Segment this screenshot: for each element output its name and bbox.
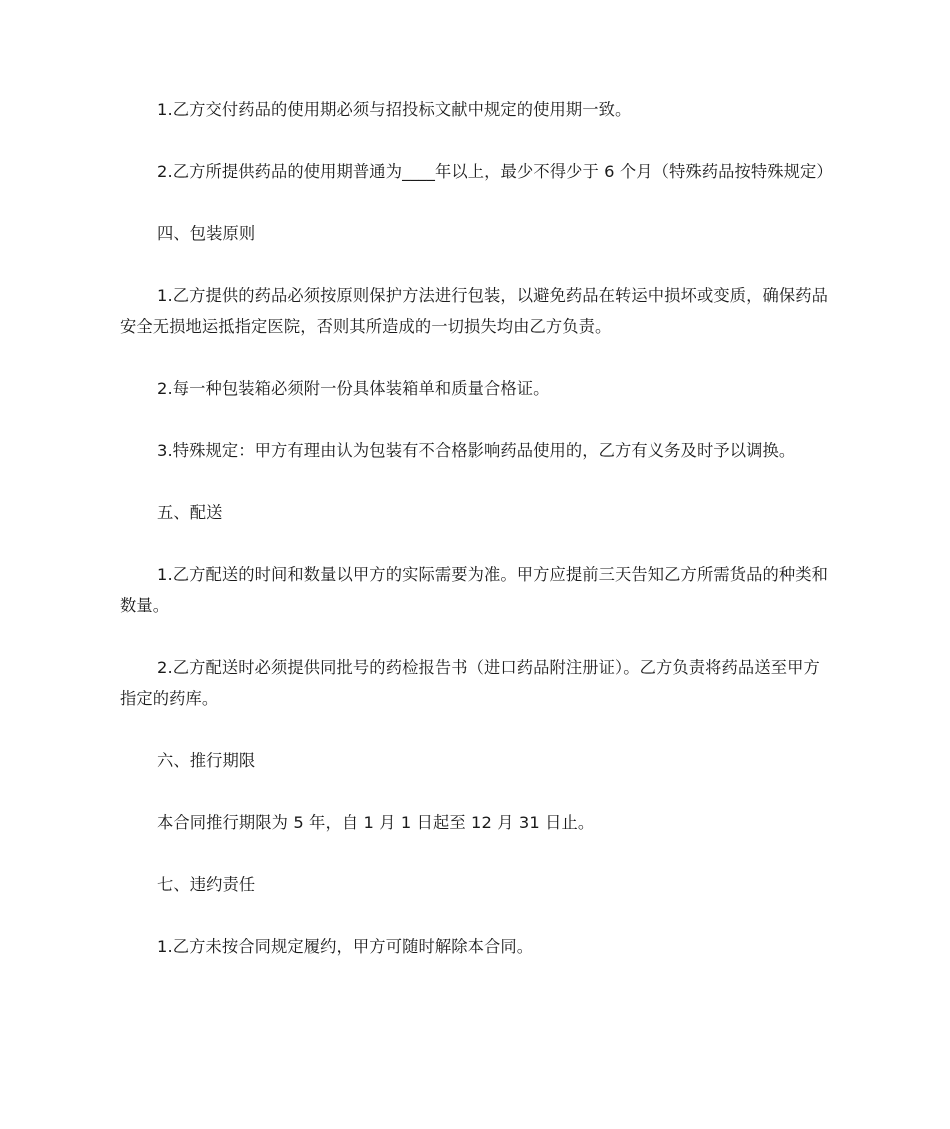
section-heading-delivery: 五、配送 — [157, 503, 223, 522]
section-heading-packaging: 四、包装原则 — [157, 224, 256, 243]
clause-termination: 1.乙方未按合同规定履约，甲方可随时解除本合同。 — [157, 937, 534, 956]
section-heading-liability: 七、违约责任 — [157, 875, 256, 894]
section-heading-term: 六、推行期限 — [157, 751, 256, 770]
document-body — [120, 94, 832, 993]
clause-delivery-quantity: 1.乙方配送的时间和数量以甲方的实际需要为准。甲方应提前三天告知乙方所需货品的种类和数量。 — [120, 565, 828, 615]
clause-shelf-life-consistency: 1.乙方交付药品的使用期必须与招投标文献中规定的使用期一致。 — [157, 100, 632, 119]
clause-special-packaging: 3.特殊规定：甲方有理由认为包装有不合格影响药品使用的，乙方有义务及时予以调换。 — [157, 441, 796, 460]
clause-packaging-method: 1.乙方提供的药品必须按原则保护方法进行包装，以避免药品在转运中损坏或变质，确保药品安全无损地运抵指定医院，否则其所造成的一切损失均由乙方负责。 — [120, 286, 828, 336]
clause-delivery-report: 2.乙方配送时必须提供同批号的药检报告书（进口药品附注册证）。乙方负责将药品送至甲方指定的药库。 — [120, 658, 820, 708]
clause-shelf-life-minimum: 2.乙方所提供药品的使用期普通为____年以上，最少不得少于 6 个月（特殊药品按特殊规定） — [157, 162, 833, 181]
clause-packing-list: 2.每一种包装箱必须附一份具体装箱单和质量合格证。 — [157, 379, 550, 398]
clause-contract-term: 本合同推行期限为 5 年，自 1 月 1 日起至 12 月 31 日止。 — [157, 813, 595, 832]
